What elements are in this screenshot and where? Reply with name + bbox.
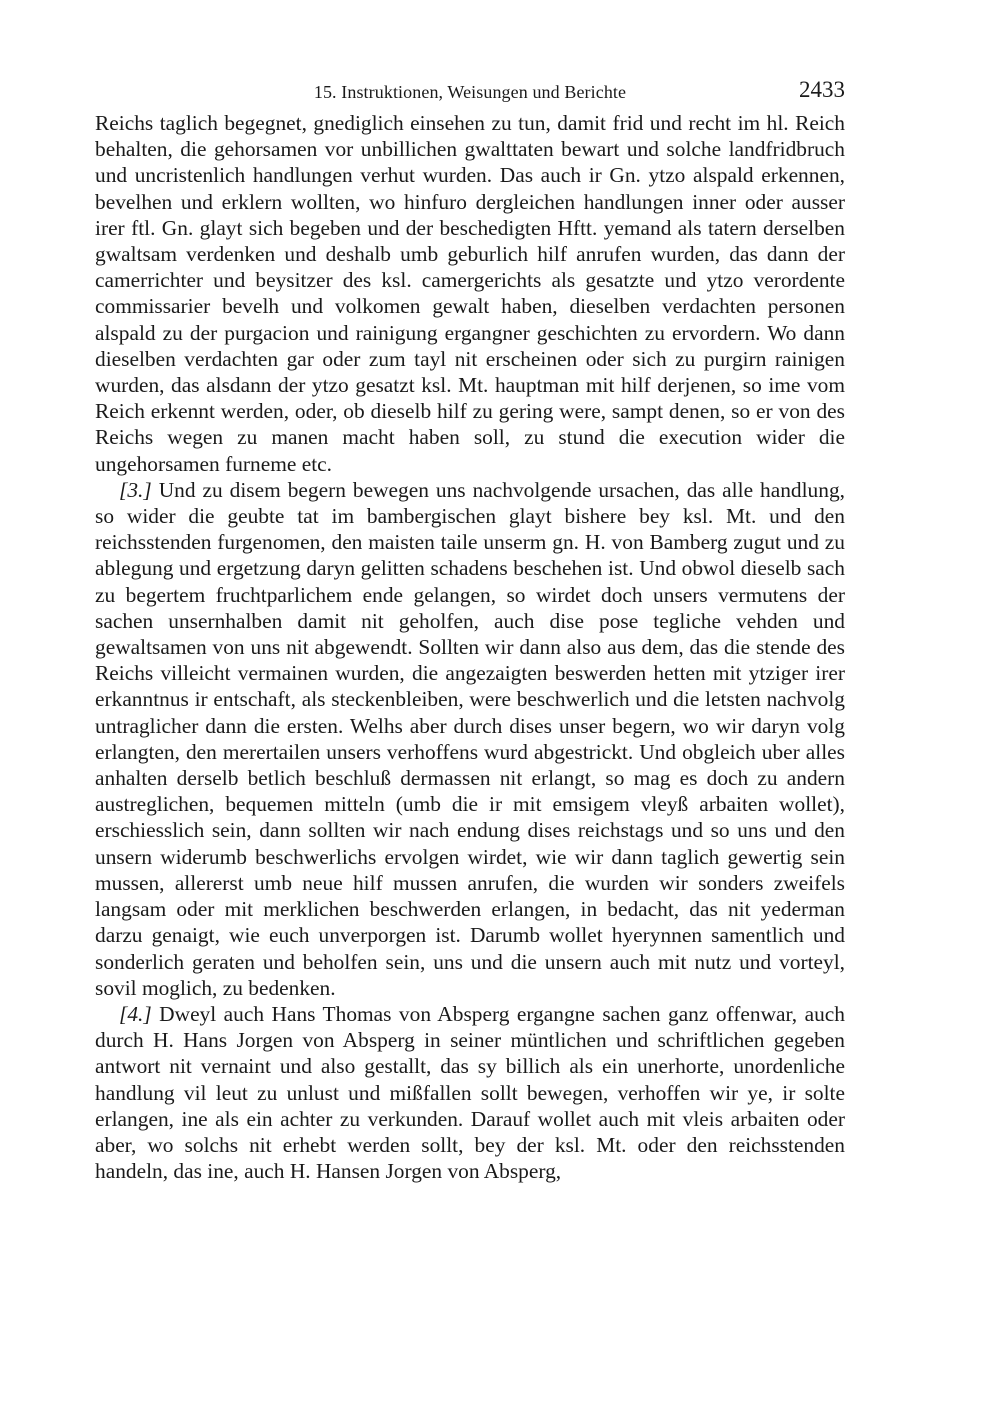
paragraph-text: Reichs taglich begegnet, gnediglich einsehen zu tun, damit frid und recht im hl. Reich behalten, die gehorsamen vor unbillichen gwalttaten bewart und solche landfridbruch und uncristenlich handlungen verhut wurden. Das auch ir Gn. ytzo alspald erkennen, bevelhen und erklern wollten, wo hinfuro dergleichen handlungen inner oder ausser irer ftl. Gn. glayt sich begeben und der beschedigten Hftt. yemand als tatern derselben gwaltsam verdenken und deshalb umb geburlich hilf anrufen wurden, das dann der camerrichter und beysitzer des ksl. camergerichts als gesatzte und ytzo verordente commissarier bevelh und volkomen gewalt haben, dieselben verdachten personen alspald zu der purgacion und rainigung ergangner geschichten zu ervordern. Wo dann dieselben verdachten gar oder zum tayl nit erscheinen oder sich zu purgirn rainigen wurden, das alsdann der ytzo gesatzt ksl. Mt. hauptman mit hilf derjenen, so ime vom Reich erkennt werden, oder, ob dieselb hilf zu gering were, sampt denen, so er von des Reichs wegen zu manen macht haben soll, zu stund die execution wider die ungehorsamen furneme etc. <box>95 111 845 476</box>
paragraph-1 <box>95 110 845 477</box>
section-marker: [3.] <box>119 477 152 502</box>
paragraph-2 <box>95 477 845 1001</box>
running-head <box>95 74 845 110</box>
page-number: 2433 <box>799 77 845 102</box>
paragraph-3 <box>95 1001 845 1184</box>
running-title: 15. Instruktionen, Weisungen und Berichte <box>313 82 627 102</box>
text-body <box>95 110 845 1184</box>
section-marker: [4.] <box>119 1001 152 1026</box>
paragraph-text: Und zu disem begern bewegen uns nachvolgende ursachen, das alle handlung, so wider die geubte tat im bambergischen glayt bishere bey ksl. Mt. und den reichsstenden furgenomen, den maisten taile unserm gn. H. von Bamberg zugut und zu ablegung und ergetzung daryn gelitten schadens beschehen ist. Und obwol dieselb sach zu begertem fruchtparlichem ende gelangen, so wirdet doch unsers vermutens der sachen unsernhalben damit nit geholfen, auch dise pose tegliche vehden und gewaltsamen von uns nit abgewendt. Sollten wir dann also aus dem, das die stende des Reichs villeicht vermainen wurden, die angezaigten beswerden hetten mit ytziger irer erkanntnus ir entschaft, als steckenbleiben, were beschwerlich und die letsten nachvolg untraglicher dann die ersten. Welhs aber durch dises unser begern, wo wir daryn volg erlangten, den merertailen unsers verhoffens wurd abgestrickt. Und obgleich uber alles anhalten derselb betlich beschluß dermassen nit erlangt, so mag es doch zu andern austreglichen, bequemen mitteln (umb die ir mit emsigem vleyß arbaiten wollet), erschiesslich sein, dann sollten wir nach endung dises reichstags und so uns und den unsern widerumb beschwerlichs ervolgen wirdet, wie wir dann taglich gewertig sein mussen, allererst umb neue hilf mussen anrufen, die wurden wir sonders zweifels langsam oder mit merklichen beschwerden erlangen, in bedacht, das nit yederman darzu genaigt, wie euch unverporgen ist. Darumb wollet hyerynnen samentlich und sonderlich geraten und beholfen sein, uns und die unsern auch mit nutz und vorteyl, sovil moglich, zu bedenken. <box>95 477 845 1000</box>
document-page <box>95 74 845 1184</box>
paragraph-text: Dweyl auch Hans Thomas von Absperg ergangne sachen ganz offenwar, auch durch H. Hans Jorgen von Absperg in seiner müntlichen und schriftlichen gegeben antwort nit vernaint und also gestallt, das sy billich als ein unerhorte, unordenliche handlung vil leut zu unlust und mißfallen sollt bewegen, verhoffen wir ye, ir solte erlangen, ine als ein achter zu verkunden. Darauf wollet auch mit vleis arbaiten oder aber, wo solchs nit erhebt werden sollt, bey der ksl. Mt. oder den reichsstenden handeln, das ine, auch H. Hansen Jorgen von Absperg, <box>95 1001 845 1184</box>
